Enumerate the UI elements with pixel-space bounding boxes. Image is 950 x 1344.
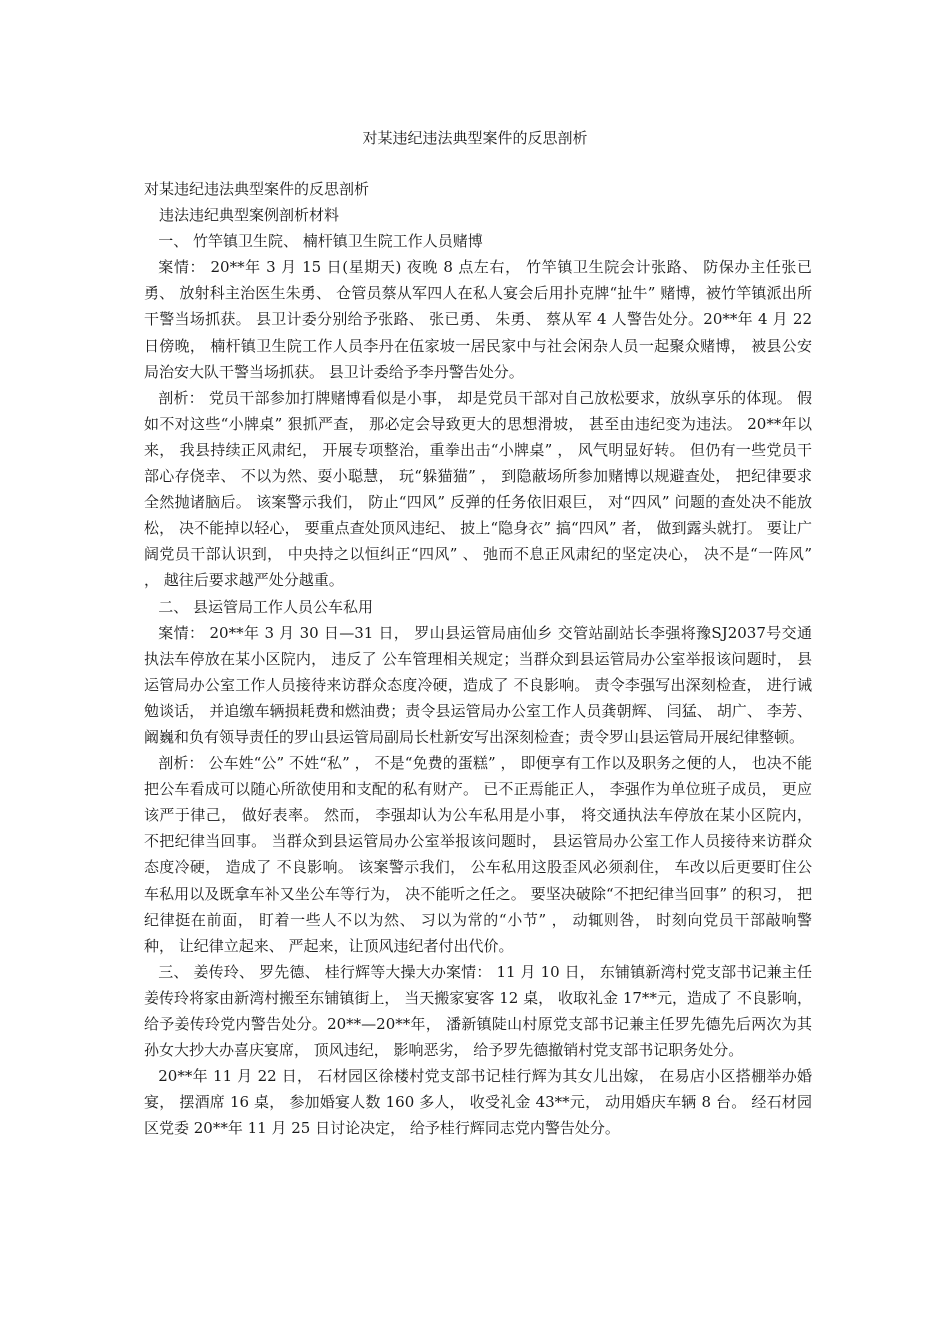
case-facts-2: 案情： 20**年 3 月 30 日—31 日， 罗山县运管局庙仙乡 交管站副站长李强将豫SJ2037号交通执法车停放在某小区院内， 违反了 公车管理相关规定；当群众到县运管局办公室举报该问题时， 县运管局办公室工作人员接待来访群众态度冷硬，造成了 不良影响。 责令李强写出深刻检查， 进行诫勉谈话， 并追缴车辆损耗费和燃油费；责令县运管局办公室工作人员龚朝辉、 闫猛、 胡广、 李芳、 阚巍和负有领导责任的罗山县运管局副局长杜新安写出深刻检查；责令罗山县运管局开展纪律整顿。 (144, 623, 812, 746)
case-facts-1: 案情： 20**年 3 月 15 日(星期天) 夜晚 8 点左右， 竹竿镇卫生院会计张路、 防保办主任张已勇、 放射科主治医生朱勇、 仓管员蔡从军四人在私人宴会后用扑克牌“扯牛” 赌博，被竹竿镇派出所干警当场抓获。 县卫计委分别给予张路、 张已勇、 朱勇、 蔡从军 4 人警告处分。20**年 4 月 22 日傍晚， 楠杆镇卫生院工作人员李丹在伍家坡一居民家中与社会闲杂人员一起聚众赌博， 被县公安局治安大队干警当场抓获。 县卫计委给予李丹警告处分。 (144, 258, 812, 381)
document-body (144, 176, 812, 1141)
case-analysis-2: 剖析： 公车姓“公” 不姓“私” ， 不是“免费的蛋糕” ， 即便享有工作以及职务之便的人， 也决不能把公车看成可以随心所欲使用和支配的私有财产。 已不正焉能正人， 李强作为单位班子成员， 更应该严于律己， 做好表率。 然而， 李强却认为公车私用是小事， 将交通执法车停放在某小区院内， 不把纪律当回事。 当群众到县运管局办公室举报该问题时， 县运管局办公室工作人员接待来访群众态度冷硬， 造成了 不良影响。 该案警示我们， 公车私用这股歪风必须刹住， 车改以后更要盯住公车私用以及既拿车补又坐公车等行为， 决不能听之任之。 要坚决破除“不把纪律当回事” 的积习， 把纪律挺在前面， 盯着一些人不以为然、 习以为常的“小节” ， 动辄则咎， 时刻向党员干部敲响警种， 让纪律立起来、 严起来，让顶风违纪者付出代价。 (144, 754, 812, 955)
document-title: 对某违纪违法典型案件的反思剖析 (362, 129, 588, 147)
body-paragraph-heading: 对某违纪违法典型案件的反思剖析 (144, 180, 370, 198)
case-facts-3-continued: 20**年 11 月 22 日， 石材园区徐楼村党支部书记桂行辉为其女儿出嫁， 在易店小区搭棚举办婚宴， 摆酒席 16 桌， 参加婚宴人数 160 多人， 收受礼金 43**元， 动用婚庆车辆 8 台。 经石材园区党委 20**年 11 月 25 日讨论决定， 给予桂行辉同志党内警告处分。 (144, 1067, 812, 1138)
body-paragraph-subtitle: 违法违纪典型案例剖析材料 (159, 206, 340, 225)
section-heading-1: 一、 竹竿镇卫生院、 楠杆镇卫生院工作人员赌博 (158, 232, 483, 251)
case-analysis-1: 剖析： 党员干部参加打牌赌博看似是小事， 却是党员干部对自己放松要求，放纵享乐的体现。 假如不对这些“小牌桌” 狠抓严查， 那必定会导致更大的思想滑坡， 甚至由违纪变为违法。 20**年以来， 我县持续正风肃纪， 开展专项整治，重拳出击“小牌桌” ， 风气明显好转。 但仍有一些党员干部心存侥幸、 不以为然、耍小聪慧， 玩“躲猫猫” ， 到隐蔽场所参加赌博以规避查处， 把纪律要求全然抛诸脑后。 该案警示我们， 防止“四风” 反弹的任务依旧艰巨， 对“四风” 问题的查处决不能放松， 决不能掉以轻心， 要重点查处顶风违纪、 披上“隐身衣” 搞“四风” 者， 做到露头就打。 要让广阔党员干部认识到， 中央持之以恒纠正“四风” 、 弛而不息正风肃纪的坚定决心， 决不是“一阵风” ， 越往后要求越严处分越重。 (144, 388, 812, 590)
section-heading-3-facts: 三、 姜传玲、 罗先德、 桂行辉等大操大办案情： 11 月 10 日， 东铺镇新湾村党支部书记兼主任姜传玲将家由新湾村搬至东铺镇街上， 当天搬家宴客 12 桌， 收取礼金 17**元，造成了 不良影响， 给予姜传玲党内警告处分。20**—20**年， 潘新镇陡山村原党支部书记兼主任罗先德先后两次为其孙女大抄大办喜庆宴席， 顶风违纪， 影响恶劣， 给予罗先德撤销村党支部书记职务处分。 (144, 962, 812, 1060)
section-heading-2: 二、 县运管局工作人员公车私用 (158, 597, 374, 616)
